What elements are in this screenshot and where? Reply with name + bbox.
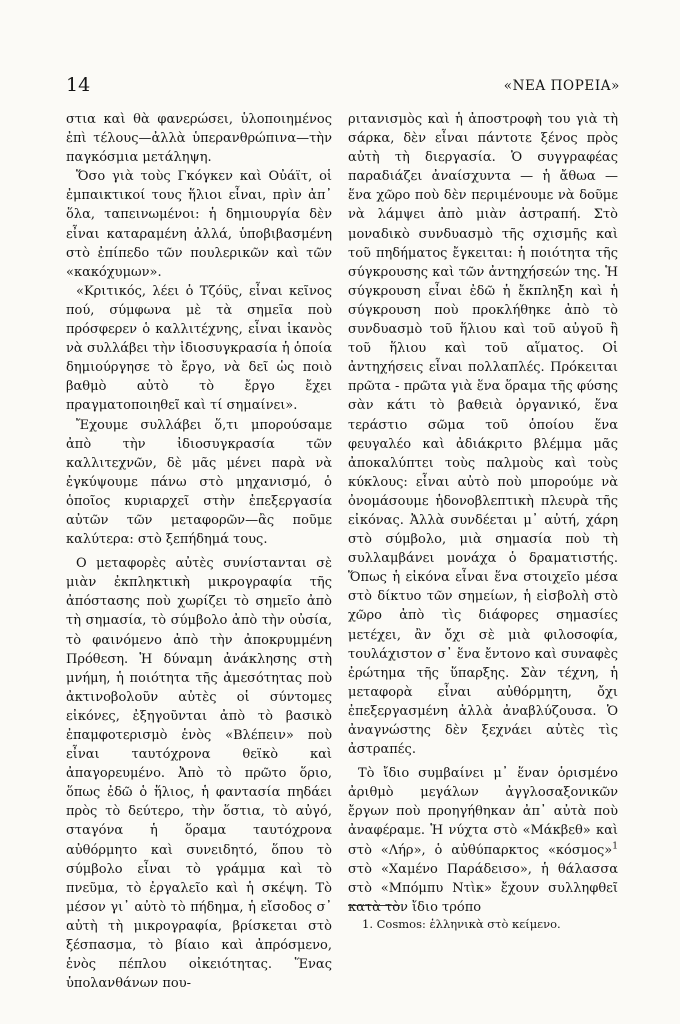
running-title: «ΝΕΑ ΠΟΡΕΙΑ»: [503, 78, 620, 94]
paragraph-text: στὸ «Χαμένο Παράδεισο», ἡ θάλασσα στὸ «Μπόμπυ Ντὶκ» ἔχουν συλληφθεῖ κατὰ τὸν ἴδιο τρόπο: [348, 861, 618, 915]
paragraph: [348, 764, 618, 917]
footnote: 1. Cosmos: ἑλληνικὰ στὸ κείμενο.: [362, 917, 561, 931]
paragraph: Ὅσο γιὰ τοὺς Γκόγκεν καὶ Οὐάϊτ, οἱ ἐμπαικτικοί τους ἥλιοι εἶναι, πρὶν ἀπ᾿ ὅλα, ταπεινωμένοι: ἡ δημιουργία δὲν εἶναι καταραμένη ἀλλά, ὑποβιβασμένη στὸ ἐπίπεδο τῶν πουλερικῶν καὶ τῶν «κακόχυμων».: [66, 169, 332, 280]
page-number: 14: [66, 74, 91, 96]
paragraph: «Κριτικός, λέει ὁ Τζόϋς, εἶναι κεῖνος πού, σύμφωνα μὲ τὰ σημεῖα ποὺ πρόσφερεν ὁ καλλιτέχνης, εἶναι ἱκανὸς νὰ συλλάβει τὴν ἰδιοσυγκρασία ἡ ὁποία δημιούργησε τὸ ἔργο, νὰ δεῖ ὡς ποιὸ βαθμὸ αὐτὸ τὸ ἔργο ἔχει πραγματοποιηθεῖ καὶ τί σημαίνει».: [66, 283, 332, 414]
paragraph: Ο μεταφορὲς αὐτὲς συνίστανται σὲ μιὰν ἐκπληκτικὴ μικρογραφία τῆς ἀπόστασης ποὺ χωρίζει τὸ σημεῖο ἀπὸ τὴ σημασία, τὸ σύμβολο ἀπὸ τὴν οὐσία, τὸ φαινόμενο ἀπὸ τὴν ἀποκρυμμένη Πρόθεση. Ἡ δύναμη ἀνάκλησης στὴ μνήμη, ἡ ποιότητα τῆς ἀμεσότητας ποὺ ἀκτινοβολοῦν αὐτὲς οἱ σύντομες εἰκόνες, ἐξηγοῦνται ἀπὸ τὸ βασικὸ ἐπαμφοτερισμὸ ἑνὸς «Βλέπειν» ποὺ εἶναι ταυτόχρονα θεϊκὸ καὶ ἀπαγορευμένο. Ἀπὸ τὸ πρῶτο ὅριο, ὅπως ἐδῶ ὁ ἥλιος, ἡ φαντασία πηδάει πρὸς τὸ δεύτερο, τὴν ὅστια, τὸ αὐγό, σταγόνα ἡ ὅραμα ταυτόχρονα αὐθόρμητο καὶ συνειδητό, ὅπου τὸ σύμβολο εἶναι τὸ γράμμα καὶ τὸ πνεῦμα, τὸ ἐργαλεῖο καὶ ἡ σκέψη. Τὸ μέσον γι᾿ αὐτὸ τὸ πήδημα, ἡ εἴσοδος σ᾿ αὐτὴ τὴ μικρογραφία, βρίσκεται στὸ ξέσπασμα, τὸ βίαιο καὶ ἀπρόσμενο, ἑνὸς πέπλου οἰκειότητας. Ἕνας ὑπολανθάνων που-: [66, 556, 332, 992]
page-header: [66, 74, 620, 98]
paragraph: ριτανισμὸς καὶ ἡ ἀποστροφὴ του γιὰ τὴ σάρκα, δὲν εἶναι πάντοτε ξένος πρὸς αὐτὴ τὴ διεργασία. Ὁ συγγραφέας παραδιάζει ἀναίσχυντα — ἡ ἄθωα — ἕνα χῶρο ποὺ δὲν περιμένουμε νὰ δοῦμε νὰ λάμψει ἀπὸ μιὰν ἀστραπή. Στὸ μοναδικὸ συνδυασμὸ τῆς σχισμῆς καὶ τοῦ πηδήματος ἔγκειται: ἡ ποιότητα τῆς σύγκρουσης καὶ τῶν ἀντηχήσεών της. Ἡ σύγκρουση εἶναι ἐδῶ ἡ ἔκπληξη καὶ ἡ σύγκρουση ποὺ προκλήθηκε ἀπὸ τὸ συνδυασμὸ τοῦ ἥλιου καὶ τοῦ αὐγοῦ ἢ τοῦ ἥλιου καὶ τοῦ αἵματος. Οἱ ἀντηχήσεις εἶναι πολλαπλές. Πρόκειται πρῶτα - πρῶτα γιὰ ἕνα ὅραμα τῆς φύσης σὰν κάτι τὸ βαθειὰ ὀργανικό, ἕνα τεράστιο σῶμα τοῦ ὁποίου ἕνα φευγαλέο καὶ ἀδιάκριτο βλέμμα μᾶς ἀποκαλύπτει τοὺς παλμοὺς καὶ τοὺς κύκλους: εἶναι αὐτὸ ποὺ μπορούμε νὰ ὀνομάσουμε ἡδονοβλεπτικὴ πλευρὰ τῆς εἰκόνας. Ἀλλὰ συνδέεται μ᾿ αὐτή, χάρη στὸ σύμβολο, μιὰ σημασία ποὺ τὴ συλλαμβάνει μονάχα ὁ δραματιστής. Ὅπως ἡ εἰκόνα εἶναι ἕνα στοιχεῖο μέσα στὸ δίκτυο τῶν σημείων, ἡ εἰσβολὴ στὸ χῶρο ἀπὸ τὶς διάφορες σημασίες μετέχει, ἂν ὄχι σὲ μιὰ φιλοσοφία, τουλάχιστον σ᾿ ἕνα ἔντονο καὶ συναφὲς ἐρώτημα τῆς ὕπαρξης. Σὰν τέχνη, ἡ μεταφορὰ εἶναι αὐθόρμητη, ὄχι ἐπεξεργασμένη ἀλλὰ ἀναβλύζουσα. Ὁ ἀναγνώστης δὲν ξεχνάει αὐτὲς τὶς ἀστραπές.: [348, 112, 618, 758]
paragraph-text: Τὸ ἴδιο συμβαίνει μ᾿ ἕναν ὁρισμένο ἀριθμὸ μεγάλων ἀγγλοσαξονικῶν ἔργων ποὺ προηγήθηκαν ἀπ᾿ αὐτὰ ποὺ ἀναφέραμε. Ἡ νύχτα στὸ «Μάκβεθ» καὶ στὸ «Λήρ», ὁ αὐθύπαρκτος «κόσμος»: [348, 766, 618, 858]
right-column: [348, 110, 618, 917]
footnote-reference: 1: [612, 841, 618, 852]
paragraph: στια καὶ θὰ φανερώσει, ὑλοποιημένος ἐπὶ τέλους—ἀλλὰ ὑπερανθρώπινα—τὴν παγκόσμια μετάληψη.: [66, 112, 332, 166]
left-column: [66, 110, 332, 993]
paragraph: Ἔχουμε συλλάβει ὅ,τι μπορούσαμε ἀπὸ τὴν ἰδιοσυγκρασία τῶν καλλιτεχνῶν, δὲ μᾶς μένει παρὰ νὰ ἐγκύψουμε πάνω στὸ μηχανισμό, ὁ ὁποῖος κυριαρχεῖ στὴν ἐπεξεργασία αὐτῶν τῶν μεταφορῶν—ἂς ποῦμε καλύτερα: στὸ ξεπήδημά τους.: [66, 417, 332, 548]
footnote-rule: [348, 905, 400, 906]
